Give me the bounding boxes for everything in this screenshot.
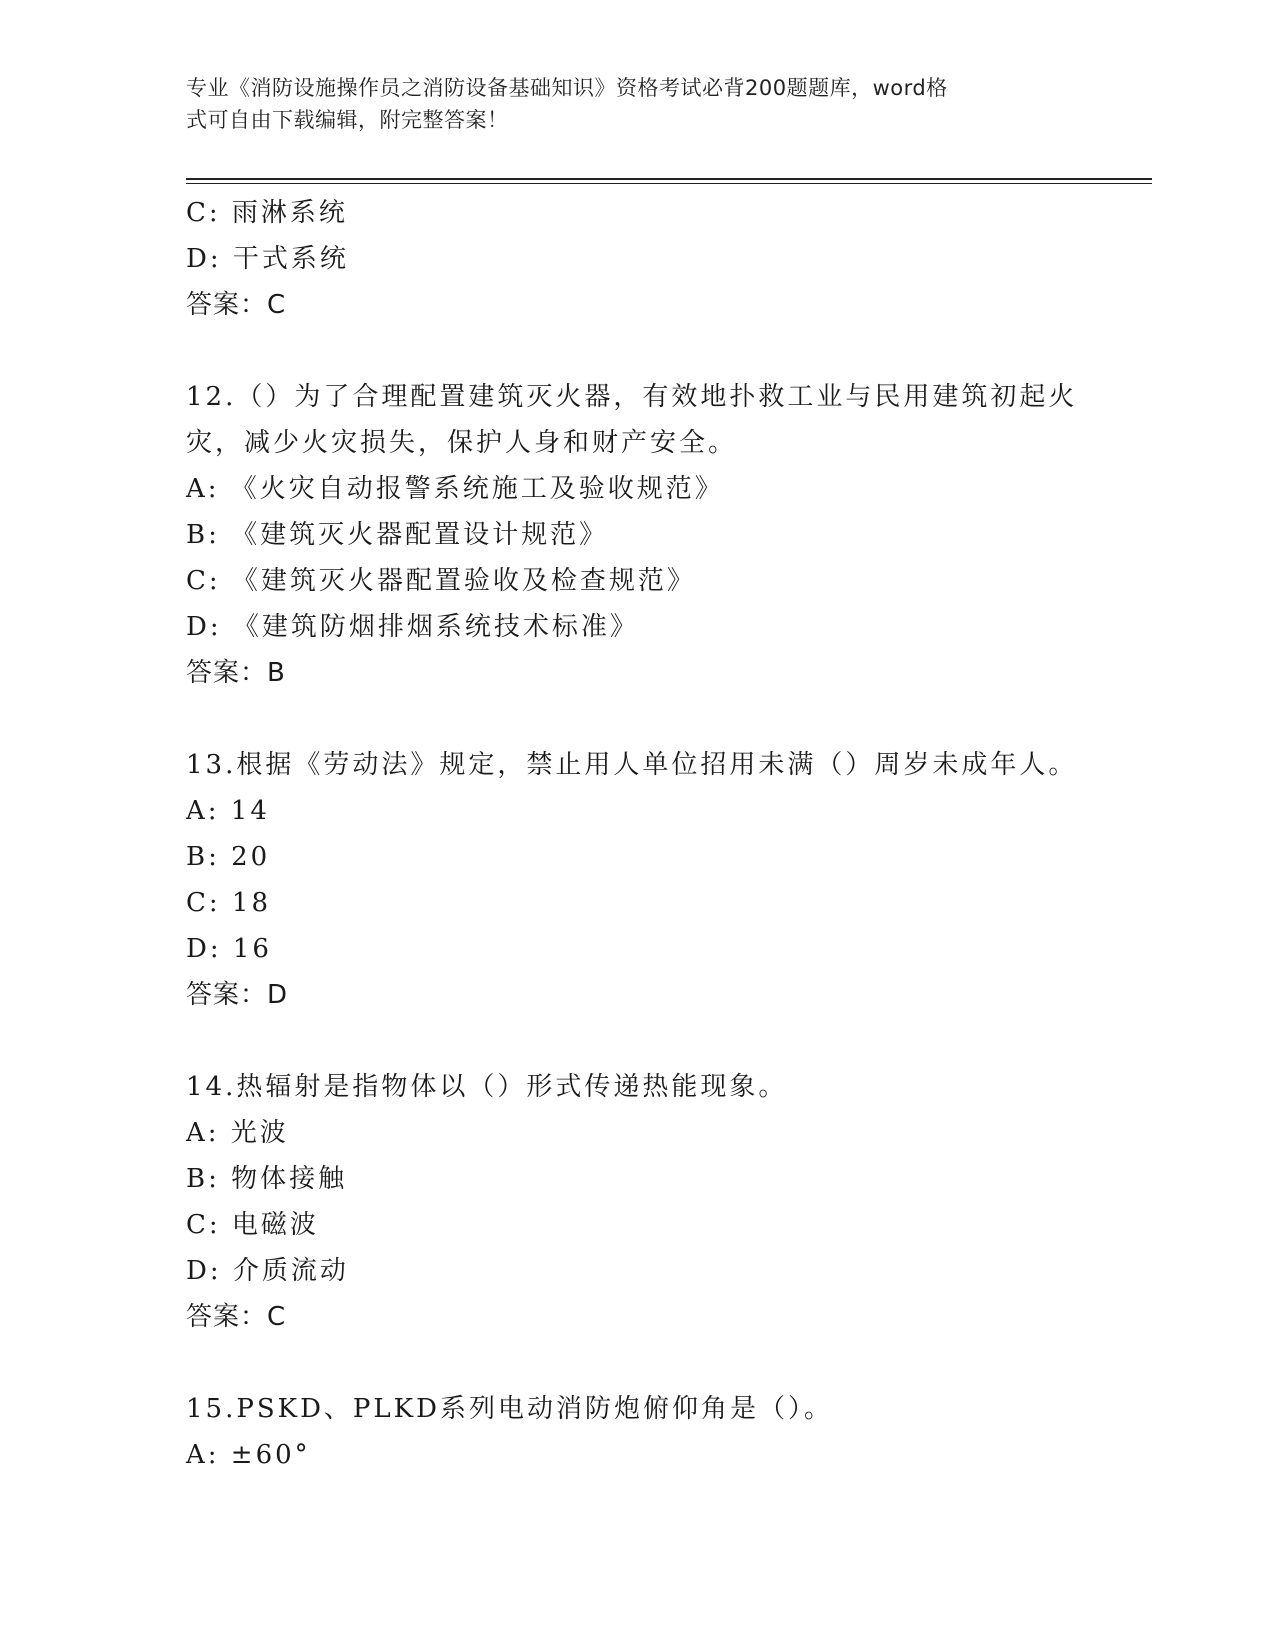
question-title: 15.PSKD、PLKD系列电动消防炮俯仰角是（）。 <box>186 1394 833 1424</box>
question-item-partial <box>186 190 1106 328</box>
option-line: D: 干式系统 <box>186 244 349 274</box>
question-list <box>186 190 1106 1478</box>
option-line: C: 雨淋系统 <box>186 198 348 228</box>
question-gap <box>186 1018 1106 1064</box>
question-gap <box>186 696 1106 742</box>
question-gap <box>186 328 1106 374</box>
option-line: D: 介质流动 <box>186 1256 349 1286</box>
question-item <box>186 374 1106 696</box>
option-line: C: 《建筑灭火器配置验收及检查规范》 <box>186 566 696 596</box>
option-line: A: 《火灾自动报警系统施工及验收规范》 <box>186 474 724 504</box>
option-line: B: 20 <box>186 842 271 872</box>
option-line: A: 14 <box>186 796 270 826</box>
option-line: A: 光波 <box>186 1118 289 1148</box>
question-item <box>186 1064 1106 1340</box>
answer-line: 答案：B <box>186 658 286 688</box>
answer-line: 答案：C <box>186 290 287 320</box>
option-line: C: 电磁波 <box>186 1210 319 1240</box>
header-line-1: 专业《消防设施操作员之消防设备基础知识》资格考试必背200题题库，word格 <box>186 76 948 100</box>
header-divider-thick <box>186 178 1152 180</box>
option-line: B: 物体接触 <box>186 1164 348 1194</box>
page-header <box>186 72 1066 136</box>
option-line: D: 16 <box>186 934 272 964</box>
question-title: 12.（）为了合理配置建筑灭火器，有效地扑救工业与民用建筑初起火 <box>186 382 1078 412</box>
question-item <box>186 742 1106 1018</box>
question-gap <box>186 1340 1106 1386</box>
header-line-2: 式可自由下载编辑，附完整答案！ <box>186 108 509 132</box>
question-item <box>186 1386 1106 1478</box>
option-line: C: 18 <box>186 888 272 918</box>
option-line: D: 《建筑防烟排烟系统技术标准》 <box>186 612 639 642</box>
question-title: 13.根据《劳动法》规定，禁止用人单位招用未满（）周岁未成年人。 <box>186 750 1078 780</box>
option-line: B: 《建筑灭火器配置设计规范》 <box>186 520 609 550</box>
option-line: A: ±60° <box>186 1440 311 1470</box>
question-title: 14.热辐射是指物体以（）形式传递热能现象。 <box>186 1072 788 1102</box>
header-divider-thin <box>186 183 1152 184</box>
question-title: 灾，减少火灾损失，保护人身和财产安全。 <box>186 428 738 458</box>
answer-line: 答案：C <box>186 1302 287 1332</box>
answer-line: 答案：D <box>186 980 289 1010</box>
